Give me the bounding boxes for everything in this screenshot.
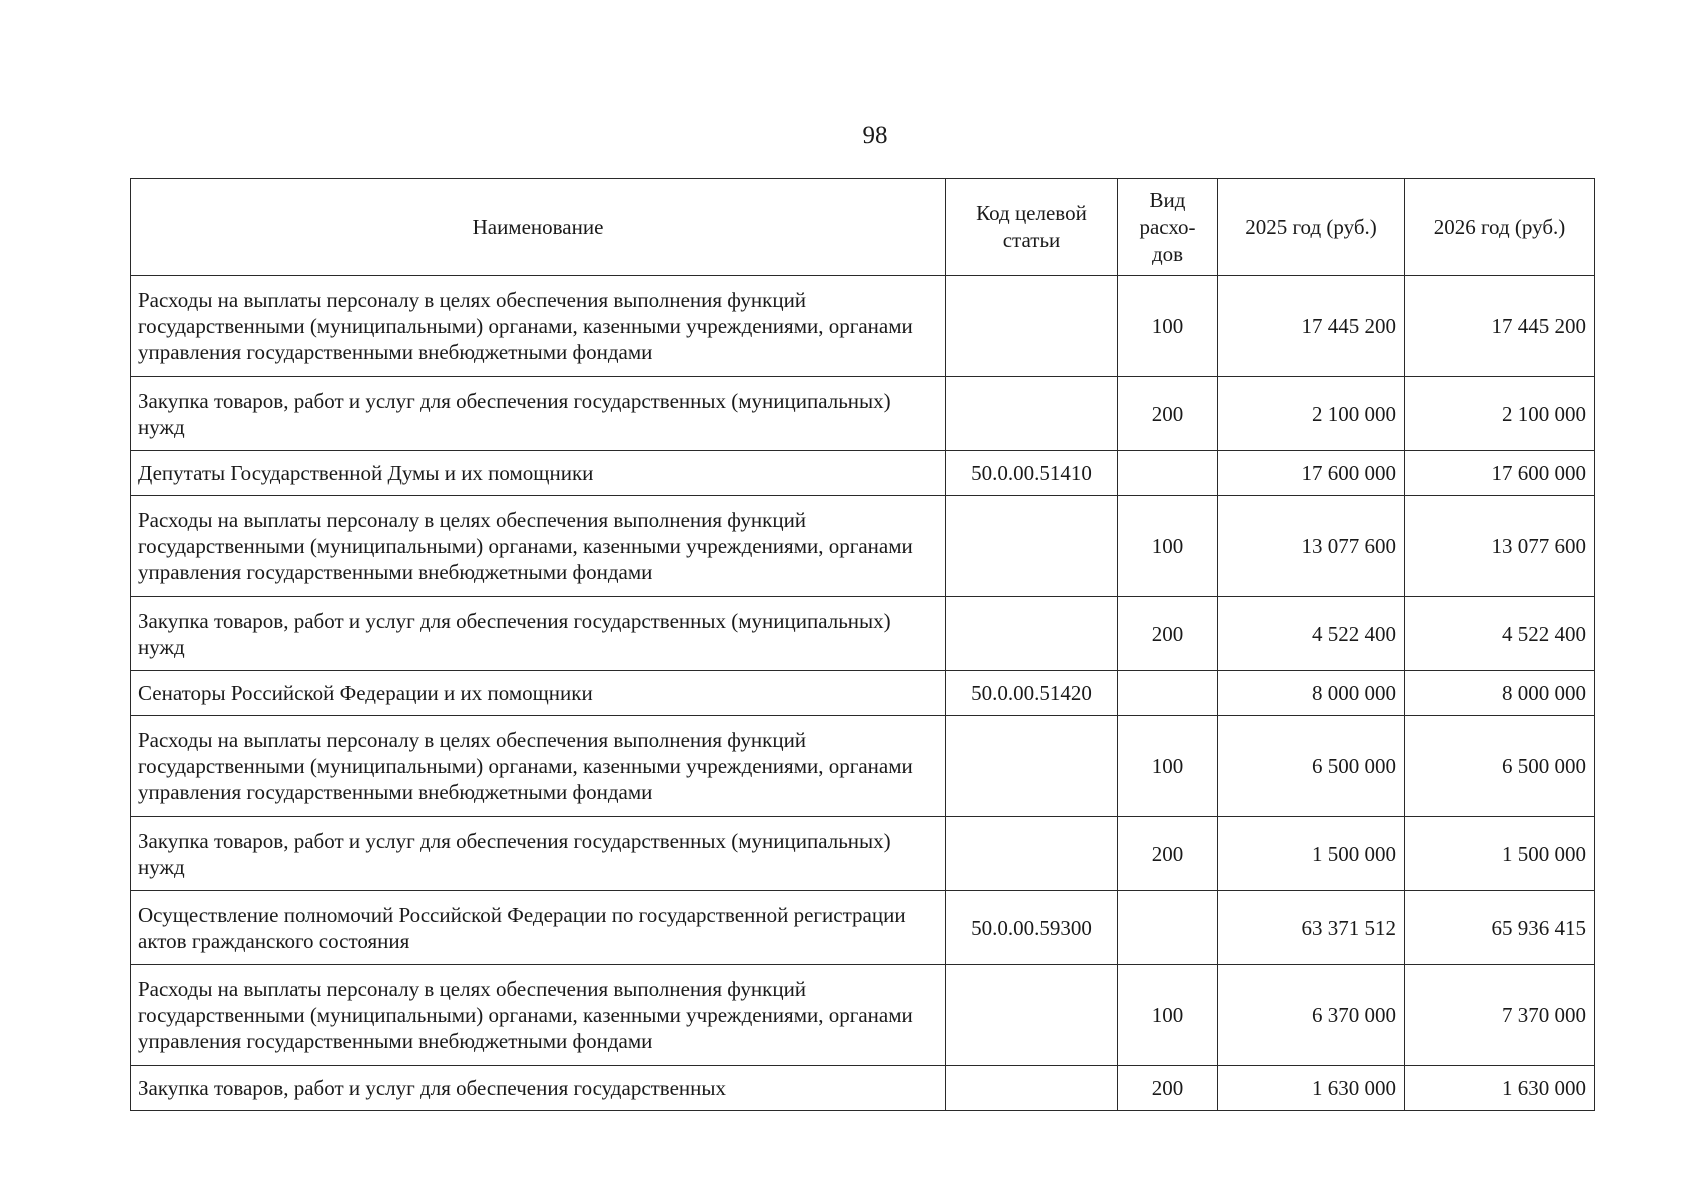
row-year-2026: 13 077 600 [1405,496,1595,597]
row-name: Расходы на выплаты персоналу в целях обеспечения выполнения функций государственными (муниципальными) органами, казенными учреждениями, органами управления государственными внебюджетными фондами [131,716,946,817]
row-name: Расходы на выплаты персоналу в целях обеспечения выполнения функций государственными (муниципальными) органами, казенными учреждениями, органами управления государственными внебюджетными фондами [131,496,946,597]
header-code: Код целевой статьи [946,179,1118,276]
table-row [131,671,1595,716]
row-year-2026: 4 522 400 [1405,597,1595,671]
row-year-2025: 6 370 000 [1218,965,1405,1066]
row-kind: 200 [1118,1066,1218,1111]
row-name: Закупка товаров, работ и услуг для обеспечения государственных (муниципальных) нужд [131,597,946,671]
row-year-2026: 17 445 200 [1405,276,1595,377]
row-year-2025: 8 000 000 [1218,671,1405,716]
header-kind: Вид расхо-дов [1118,179,1218,276]
row-year-2025: 6 500 000 [1218,716,1405,817]
row-code [946,965,1118,1066]
row-kind: 200 [1118,377,1218,451]
row-name: Осуществление полномочий Российской Федерации по государственной регистрации актов гражданского состояния [131,891,946,965]
table-row [131,891,1595,965]
table-row [131,817,1595,891]
row-year-2026: 17 600 000 [1405,451,1595,496]
row-name: Расходы на выплаты персоналу в целях обеспечения выполнения функций государственными (муниципальными) органами, казенными учреждениями, органами управления государственными внебюджетными фондами [131,276,946,377]
row-year-2025: 13 077 600 [1218,496,1405,597]
row-kind: 200 [1118,597,1218,671]
table-row [131,1066,1595,1111]
row-code [946,817,1118,891]
row-year-2025: 4 522 400 [1218,597,1405,671]
row-year-2025: 2 100 000 [1218,377,1405,451]
row-name: Закупка товаров, работ и услуг для обеспечения государственных (муниципальных) нужд [131,377,946,451]
row-code [946,276,1118,377]
row-code [946,597,1118,671]
table-row [131,965,1595,1066]
header-row [131,179,1595,276]
row-year-2026: 1 500 000 [1405,817,1595,891]
table-row [131,716,1595,817]
row-kind: 100 [1118,965,1218,1066]
row-kind: 100 [1118,276,1218,377]
row-code: 50.0.00.59300 [946,891,1118,965]
row-kind [1118,451,1218,496]
row-year-2026: 8 000 000 [1405,671,1595,716]
row-name: Закупка товаров, работ и услуг для обеспечения государственных [131,1066,946,1111]
row-year-2025: 17 445 200 [1218,276,1405,377]
row-kind [1118,891,1218,965]
table-row [131,597,1595,671]
row-year-2025: 1 630 000 [1218,1066,1405,1111]
row-code [946,377,1118,451]
row-year-2026: 1 630 000 [1405,1066,1595,1111]
row-name: Расходы на выплаты персоналу в целях обеспечения выполнения функций государственными (муниципальными) органами, казенными учреждениями, органами управления государственными внебюджетными фондами [131,965,946,1066]
row-year-2026: 7 370 000 [1405,965,1595,1066]
page-number: 98 [862,122,888,149]
row-name: Сенаторы Российской Федерации и их помощники [131,671,946,716]
budget-table [130,178,1595,1111]
row-code: 50.0.00.51410 [946,451,1118,496]
row-year-2025: 1 500 000 [1218,817,1405,891]
table-row [131,496,1595,597]
header-name: Наименование [131,179,946,276]
row-year-2026: 65 936 415 [1405,891,1595,965]
row-name: Закупка товаров, работ и услуг для обеспечения государственных (муниципальных) нужд [131,817,946,891]
row-kind: 200 [1118,817,1218,891]
row-code [946,716,1118,817]
row-year-2026: 2 100 000 [1405,377,1595,451]
row-kind: 100 [1118,716,1218,817]
row-code: 50.0.00.51420 [946,671,1118,716]
table-row [131,377,1595,451]
row-year-2025: 17 600 000 [1218,451,1405,496]
row-year-2026: 6 500 000 [1405,716,1595,817]
row-code [946,1066,1118,1111]
row-kind [1118,671,1218,716]
table-row [131,276,1595,377]
row-year-2025: 63 371 512 [1218,891,1405,965]
table-body [131,276,1595,1111]
header-year-2026: 2026 год (руб.) [1405,179,1595,276]
header-year-2025: 2025 год (руб.) [1218,179,1405,276]
row-kind: 100 [1118,496,1218,597]
row-code [946,496,1118,597]
table-header [131,179,1595,276]
row-name: Депутаты Государственной Думы и их помощники [131,451,946,496]
table-row [131,451,1595,496]
